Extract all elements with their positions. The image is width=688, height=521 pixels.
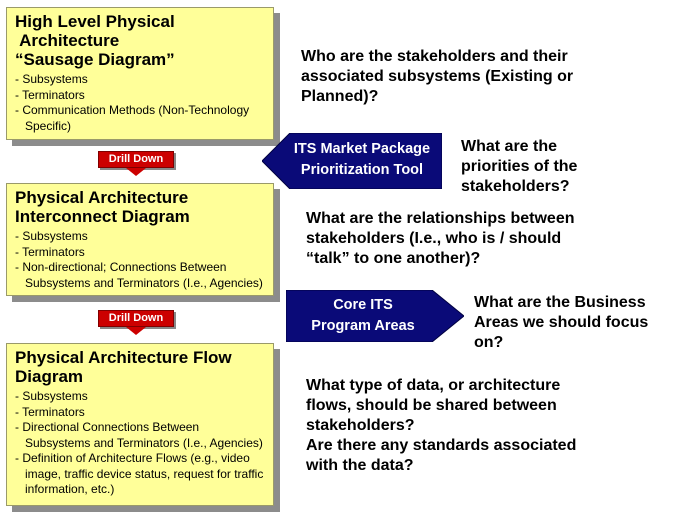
box-list	[15, 229, 266, 291]
list-item: - Subsystems	[15, 389, 266, 405]
down-arrow-icon	[126, 168, 146, 176]
list-item: - Subsystems	[15, 229, 266, 245]
drill-down-label: Drill Down	[98, 151, 174, 168]
box-title: Physical Architecture Interconnect Diagram	[15, 188, 190, 226]
drill-down-label: Drill Down	[98, 310, 174, 327]
list-item: - Communication Methods (Non-Technology Specific)	[15, 103, 266, 134]
core-its-arrow	[286, 290, 464, 342]
drill-down-arrow	[98, 151, 174, 176]
question-priorities: What are the priorities of the stakeholders?	[461, 138, 578, 195]
question-stakeholders: Who are the stakeholders and their associated subsystems (Existing or Planned)?	[301, 48, 574, 105]
box-list	[15, 72, 266, 134]
tool-label: Prioritization Tool	[300, 162, 424, 178]
list-item: - Terminators	[15, 245, 266, 261]
tool-label: Core ITS	[333, 297, 393, 313]
tool-label: Program Areas	[311, 318, 415, 334]
tool-label: ITS Market Package	[293, 141, 431, 157]
list-item: - Non-directional; Connections Between Subsystems and Terminators (I.e., Agencies)	[15, 260, 266, 291]
list-item: - Terminators	[15, 88, 266, 104]
box-list	[15, 389, 266, 498]
question-data-flows: What type of data, or architecture flows, should be shared between stakeholders? Are there any standards associated with the data?	[306, 377, 577, 474]
flow-diagram-box	[6, 343, 274, 506]
list-item: - Definition of Architecture Flows (e.g., video image, traffic device status, request for traffic information, etc.)	[15, 451, 266, 498]
list-item: - Directional Connections Between Subsystems and Terminators (I.e., Agencies)	[15, 420, 266, 451]
down-arrow-icon	[126, 327, 146, 335]
question-relationships: What are the relationships between stakeholders (I.e., who is / should “talk” to one another)?	[306, 210, 575, 267]
list-item: - Subsystems	[15, 72, 266, 88]
sausage-diagram-box	[6, 7, 274, 140]
box-title: High Level Physical Architecture “Sausage Diagram”	[15, 12, 175, 69]
interconnect-diagram-box	[6, 183, 274, 296]
box-title: Physical Architecture Flow Diagram	[15, 348, 232, 386]
list-item: - Terminators	[15, 405, 266, 421]
drill-down-arrow	[98, 310, 174, 335]
market-package-tool-arrow	[262, 133, 442, 189]
question-business-areas: What are the Business Areas we should focus on?	[474, 294, 649, 351]
